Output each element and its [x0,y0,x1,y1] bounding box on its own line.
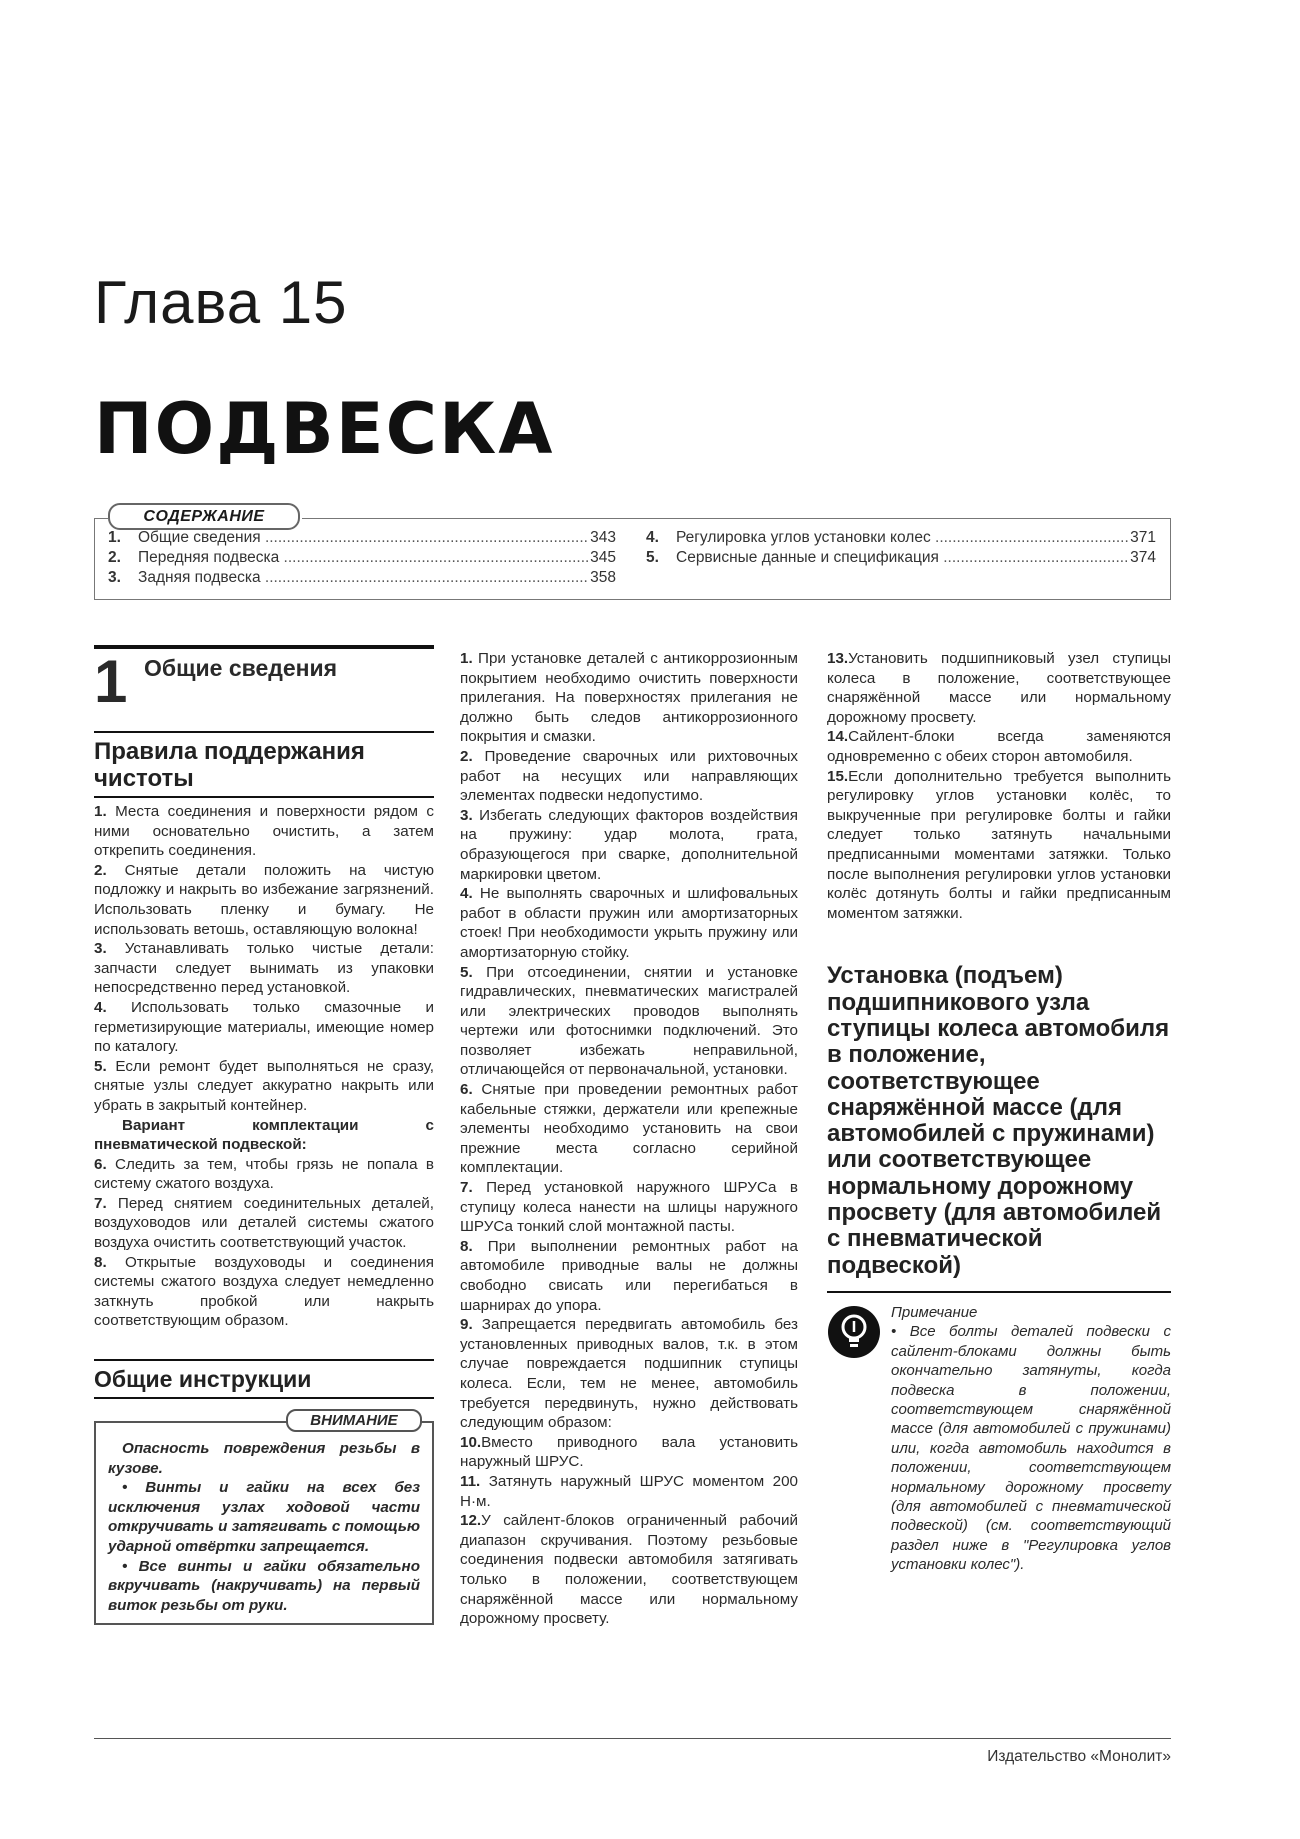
warning-text: Опасность повреждения резьбы в кузове. [108,1440,420,1477]
toc-entry-number: 4. [646,529,659,546]
warning-text: • Все винты и гайки обязательно вкручивать (накручивать) на первый виток резьбы от руки. [108,1557,421,1614]
item-text: Перед установкой наружного ШРУСа в ступицу колеса нанести на шлицы наружного ШРУСа тонкий слой монтажной пасты. [460,1179,798,1236]
note-block [827,1303,1171,1575]
item-text: Установить подшипниковый узел ступицы колеса в положение, соответствующее снаряжённой массе или нормальному дорожному просвету. [827,650,1171,726]
warning-label: ВНИМАНИЕ [286,1409,422,1432]
item-number: 3. [94,940,107,958]
item-text: Использовать только смазочные и герметизирующие материалы, имеющие номер по каталогу. [94,998,434,1056]
item-number: 8. [94,1253,107,1271]
item-text: При выполнении ремонтных работ на автомобиле приводные валы не должны свободно свисать или перегибаться в шарнирах до упора. [460,1237,798,1314]
footer-rule [94,1738,1171,1739]
toc-entry-label: Передняя подвеска ..... [138,548,588,568]
instruction-item [460,1178,798,1237]
toc-entry[interactable] [108,568,616,588]
toc-border-right [302,518,1171,519]
item-text: При установке деталей с антикоррозионным покрытием необходимо очистить поверхности прилегания. На поверхностях прилегания не должно быть следов антикоррозионного покрытия и смазки. [460,650,798,746]
toc-entry-label: Общие сведения ..... [138,528,588,548]
cleanliness-item [94,1194,434,1253]
cleanliness-item [94,861,434,939]
cleanliness-item [94,1155,434,1194]
toc-border-left [94,518,108,519]
item-number: 1. [460,650,473,667]
item-number: 5. [460,963,473,981]
item-number: 8. [460,1237,473,1255]
toc-entry-number: 3. [108,569,121,586]
item-text: Открытые воздуховоды и соединения системы сжатого воздуха следует немедленно заткнуть пробкой или накрыть соответствующим образом. [94,1253,434,1330]
item-number: 2. [460,747,473,765]
item-number: 4. [460,885,473,903]
item-number: 13. [827,650,849,667]
item-text: Следить за тем, чтобы грязь не попала в систему сжатого воздуха. [94,1155,434,1193]
instruction-item [827,727,1171,766]
item-number: 5. [94,1057,107,1075]
subsection-rule [94,1397,434,1399]
toc-right-column [646,528,1156,568]
item-number: 6. [460,1081,473,1099]
toc-entry-number: 1. [108,529,121,546]
item-text: Перед снятием соединительных деталей, воздуховодов или деталей системы сжатого воздуха очистить соответствующий участок. [94,1194,434,1252]
instruction-item [460,1237,798,1315]
instruction-item [460,963,798,1081]
column-3 [827,649,1171,1575]
general-instructions-heading: Общие инструкции [94,1366,312,1393]
instruction-item [460,1472,798,1511]
column-1 [94,645,434,1625]
toc-entry-page: 371 [1130,529,1156,546]
item-number: 2. [94,861,107,879]
instruction-item [460,1511,798,1629]
toc-entry[interactable] [646,528,1156,548]
toc-entry-page: 345 [590,549,616,566]
toc-entry[interactable] [646,548,1156,568]
toc-entry-label: Задняя подвеска ..... [138,568,588,588]
item-number: 15. [827,767,849,785]
section-title: Общие сведения [144,655,338,681]
item-text: Если ремонт будет выполняться не сразу, снятые узлы следует аккуратно накрыть или убрать в закрытый контейнер. [94,1057,434,1114]
item-text: При отсоединении, снятии и установке гидравлических, пневматических магистралей или электрических проводов выполнять чертежи или фотоснимки подключений. Это позволяет избежать неправильной, отличающейся от первоначальной, установки. [460,963,798,1079]
variant-note: Вариант комплектации с пневматической подвеской: [94,1116,434,1154]
toc-entry-page: 358 [590,569,616,586]
item-text: Снятые при проведении ремонтных работ кабельные стяжки, держатели или крепежные элементы необходимо установить на свои прежние места согласно серийной комплектации. [460,1081,798,1177]
toc-entry-number: 5. [646,549,659,566]
instruction-item [460,747,798,806]
item-number: 3. [460,806,473,824]
cleanliness-item [94,1253,434,1331]
item-number: 7. [94,1194,107,1212]
warning-text-body: Винты и гайки на всех без исключения узлах ходовой части откручивать и затягивать с помощью ударной отвёртки запрещается. [108,1479,420,1555]
heading-rule [827,1291,1171,1293]
note-text: • Все болты деталей подвески с сайлент-блоками должны быть окончательно затянуты, когда подвеска в положении, соответствующем снаряжённой массе (для автомобилей с пружинами) или, когда автомобиль находится в положении, соответствующем нормальному дорожному просвету (для автомобилей с пневматической подвеской) (см. соответствующий раздел ниже в "Регулировка углов установки колес"). [891,1323,1171,1574]
toc-entry-number: 2. [108,549,121,566]
toc-entry-label: Регулировка углов установки колес ..... [676,528,1128,548]
instruction-item [827,649,1171,727]
item-text: Избегать следующих факторов воздействия на пружину: удар молота, грата, образующегося при сварке, дополнительной маркировки цветом. [460,806,798,883]
instruction-item [460,1080,798,1178]
section-number: 1 [94,648,128,715]
item-text: Вместо приводного вала установить наружный ШРУС. [460,1433,798,1471]
item-number: 4. [94,998,107,1016]
subsection-rule [94,796,434,798]
lightbulb-icon [827,1305,881,1359]
instruction-item [460,884,798,962]
instruction-item [827,767,1171,924]
section-heading [94,649,434,719]
toc-entry[interactable] [108,548,616,568]
item-number: 9. [460,1316,473,1334]
item-text: Затянуть наружный ШРУС моментом 200 Н·м. [460,1472,798,1510]
toc-left-column [108,528,616,588]
item-text: Не выполнять сварочных и шлифовальных работ в области пружин или амортизаторных стоек! При необходимости укрыть пружину или амортизаторную стойку. [460,885,798,961]
page-title: ПОДВЕСКА [94,388,555,470]
subsection-rule [94,1359,434,1361]
publisher-footer: Издательство «Монолит» [987,1748,1171,1765]
item-text: У сайлент-блоков ограниченный рабочий диапазон скручивания. Поэтому резьбовые соединения подвески автомобиля затягивать только в положении, соответствующем снаряжённой массе или нормальному дорожному просвету. [460,1512,798,1628]
cleanliness-item [94,802,434,861]
toc-entry-page: 343 [590,529,616,546]
column-2 [460,649,798,1629]
cleanliness-item [94,1057,434,1116]
hub-position-heading: Установка (подъем) подшипникового узла ступицы колеса автомобиля в положение, соответствующее снаряжённой массе (для автомобилей с пружинами) или соответствующее нормальному дорожному просвету (для автомобилей с пневматической подвеской) [827,962,1170,1279]
item-text: Места соединения и поверхности рядом с ними основательно очистить, а затем открепить соединения. [94,803,434,860]
toc-label: СОДЕРЖАНИЕ [108,503,300,530]
cleanliness-item [94,939,434,998]
item-text: Сайлент-блоки всегда заменяются одновременно с обеих сторон автомобиля. [827,728,1171,765]
toc-entry-label: Сервисные данные и спецификация ..... [676,548,1128,568]
instruction-item [460,1433,798,1472]
toc-entry[interactable] [108,528,616,548]
item-number: 1. [94,803,107,820]
cleanliness-heading: Правила поддержания чистоты [94,738,365,792]
toc-entry-page: 374 [1130,549,1156,566]
warning-box [94,1412,434,1625]
instruction-item [460,649,798,747]
instruction-item [460,1315,798,1433]
item-number: 14. [827,728,849,746]
item-number: 12. [460,1512,482,1530]
item-number: 11. [460,1472,481,1490]
chapter-label: Глава 15 [94,269,348,336]
item-number: 7. [460,1179,473,1197]
warning-text-body: Все винты и гайки обязательно вкручивать (накручивать) на первый виток резьбы от руки. [108,1557,421,1614]
item-text: Устанавливать только чистые детали: запчасти следует вынимать из упаковки непосредственно перед установкой. [94,940,434,997]
item-text: Проведение сварочных или рихтовочных работ на несущих или направляющих элементах подвески недопустимо. [460,747,798,805]
item-text: Снятые детали положить на чистую подложку и накрыть во избежание загрязнений. Использовать пленку и бумагу. Не использовать ветошь, оставляющую волокна! [94,861,434,938]
subsection-rule [94,731,434,733]
cleanliness-item [94,998,434,1057]
instruction-item [460,806,798,884]
item-text: Запрещается передвигать автомобиль без установленных приводных валов, т.к. в этом случае повреждается подшипник ступицы колеса. Если, тем не менее, автомобиль требуется передвинуть, нужно действовать следующим образом: [460,1316,798,1432]
item-text: Если дополнительно требуется выполнить регулировку углов установки колёс, то выкрученные при регулировке болты и гайки следует только затянуть начальными предписанными моментами затяжки. Только после выполнения регулировки углов установки колёс дотянуть болты и гайки предписанным моментом затяжки. [827,767,1171,922]
warning-text: • Винты и гайки на всех без исключения узлах ходовой части откручивать и затягивать с помощью ударной отвёртки запрещается. [108,1479,420,1555]
note-body [891,1303,1171,1575]
item-number: 6. [94,1155,107,1173]
note-label: Примечание [891,1303,978,1321]
item-number: 10. [460,1433,482,1451]
